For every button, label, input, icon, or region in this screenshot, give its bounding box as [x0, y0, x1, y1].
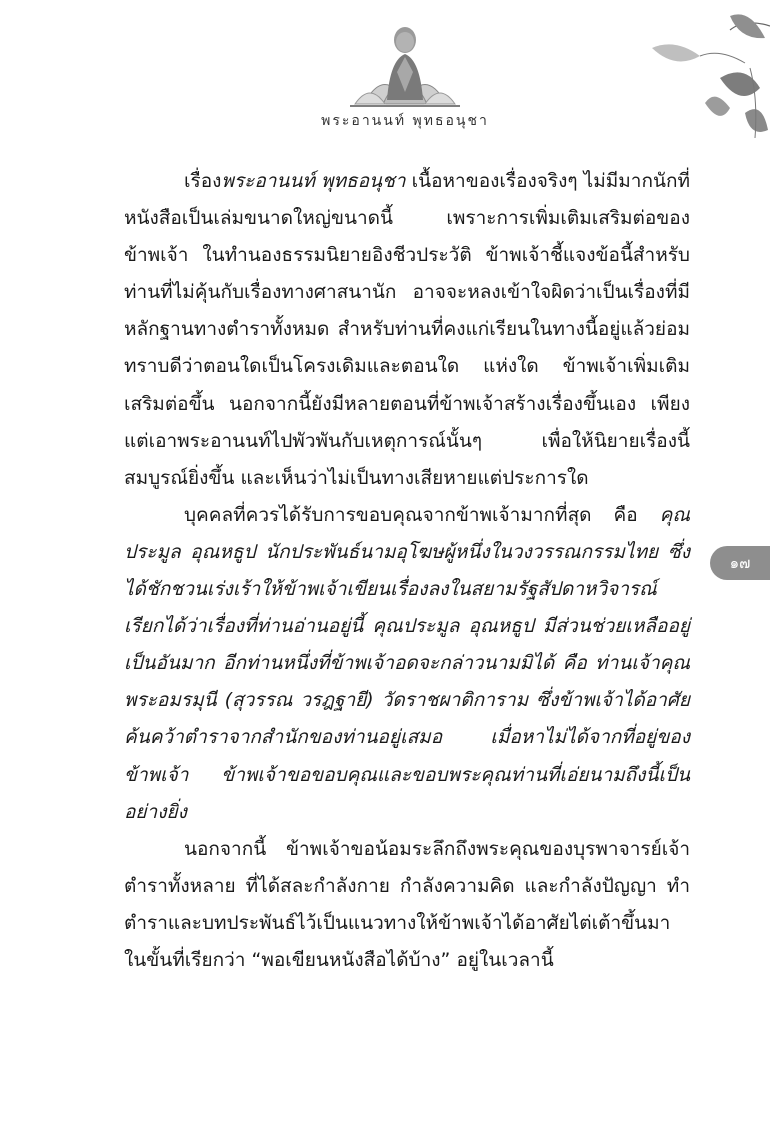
paragraph: [124, 831, 690, 979]
text-segment: บุคคลที่ควรได้รับการขอบคุณจากข้าพเจ้ามากที่สุด คือ: [184, 503, 660, 526]
text-segment: เนื้อหาของเรื่องจริงๆ ไม่มีมากนักที่หนังสือเป็นเล่มขนาดใหญ่ขนาดนี้ เพราะการเพิ่มเติมเสริมต่อของข้าพเจ้า ในทำนองธรรมนิยายอิงชีวประวัติ ข้าพเจ้าชี้แจงข้อนี้สำหรับท่านที่ไม่คุ้นกับเรื่องทางศาสนานัก อาจจะหลงเข้าใจผิดว่าเป็นเรื่องที่มีหลักฐานทางตำราทั้งหมด สำหรับท่านที่คงแก่เรียนในทางนี้อยู่แล้วย่อมทราบดีว่าตอนใดเป็นโครงเดิมและตอนใด แห่งใด ข้าพเจ้าเพิ่มเติมเสริมต่อขึ้น นอกจากนี้ยังมีหลายตอนที่ข้าพเจ้าสร้างเรื่องขึ้นเอง เพียงแต่เอาพระอานนท์ไปพัวพันกับเหตุการณ์นั้นๆ เพื่อให้นิยายเรื่องนี้สมบูรณ์ยิ่งขึ้น และเห็นว่าไม่เป็นทางเสียหายแต่ประการใด: [124, 170, 690, 489]
page-header: [250, 12, 510, 132]
text-segment: นอกจากนี้ ข้าพเจ้าขอน้อมระลึกถึงพระคุณของบุรพาจารย์เจ้าตำราทั้งหลาย ที่ได้สละกำลังกาย กำลังความคิด และกำลังปัญญา ทำตำราและบทประพันธ์ไว้เป็นแนวทางให้ข้าพเจ้าได้อาศัยไต่เต้าขึ้นมา ในขั้นที่เรียกว่า “พอเขียนหนังสือได้บ้าง” อยู่ในเวลานี้: [124, 837, 690, 971]
leaves-decoration-icon: [650, 8, 770, 148]
running-title: พระอานนท์ พุทธอนุชา: [321, 113, 489, 129]
body-text: [124, 163, 690, 979]
page-number-tab: ๑๗: [710, 546, 770, 580]
italic-text-segment: พระอานนท์ พุทธอนุชา: [221, 170, 406, 192]
praying-monk-icon: [345, 12, 465, 112]
italic-text-segment: คุณประมูล อุณหธูป นักประพันธ์นามอุโฆษผู้หนึ่งในวงวรรณกรรมไทย ซึ่งได้ชักชวนเร่งเร้าให้ข้าพเจ้าเขียนเรื่องลงในสยามรัฐสัปดาหวิจารณ์ เรียกได้ว่าเรื่องที่ท่านอ่านอยู่นี้ คุณประมูล อุณหธูป มีส่วนช่วยเหลืออยู่เป็นอันมาก อีกท่านหนึ่งที่ข้าพเจ้าอดจะกล่าวนามมิได้ คือ ท่านเจ้าคุณพระอมรมุนี (สุวรรณ วรฎฐายี) วัดราชผาติการาม ซึ่งข้าพเจ้าได้อาศัยค้นคว้าตำราจากสำนักของท่านอยู่เสมอ เมื่อหาไม่ได้จากที่อยู่ของข้าพเจ้า ข้าพเจ้าขอขอบคุณและขอบพระคุณท่านที่เอ่ยนามถึงนี้เป็นอย่างยิ่ง: [124, 503, 690, 823]
paragraph: [124, 497, 690, 831]
paragraph: [124, 163, 690, 497]
text-segment: เรื่อง: [184, 170, 222, 192]
